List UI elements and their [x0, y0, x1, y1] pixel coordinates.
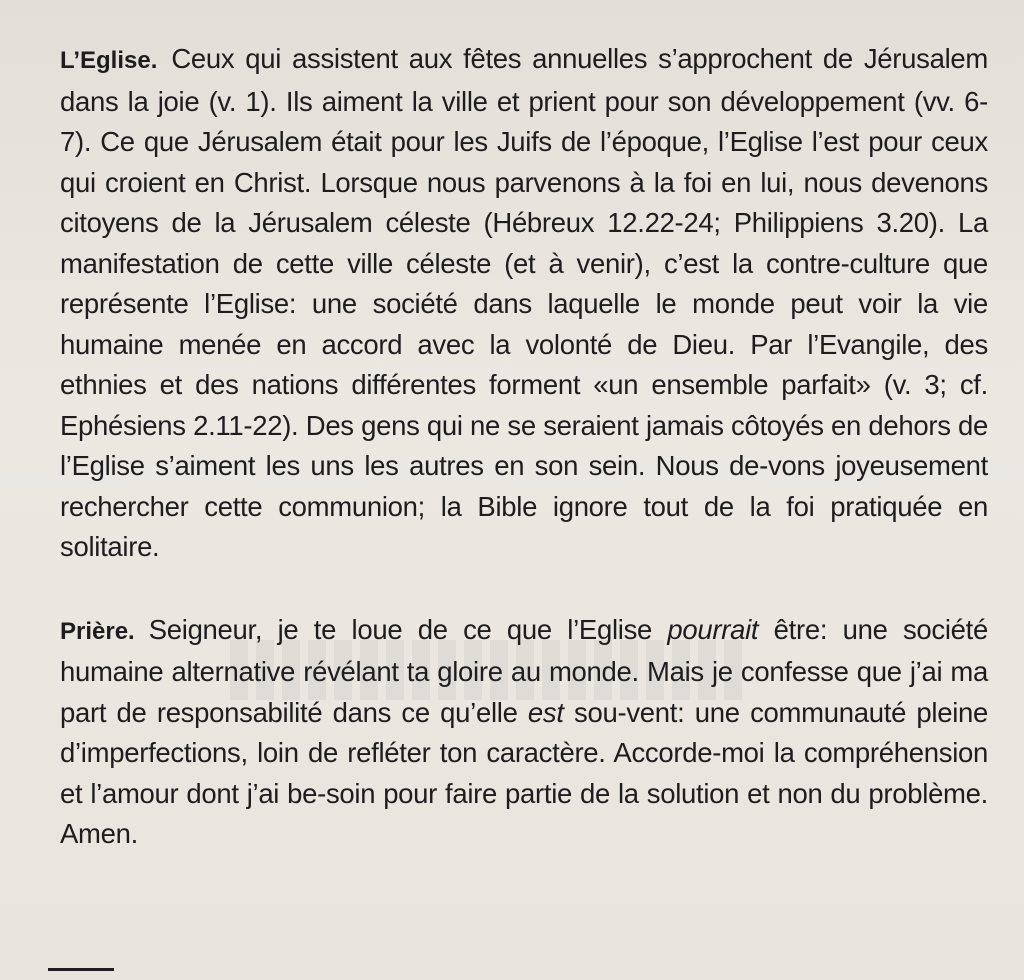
church-paragraph: [60, 39, 988, 568]
prayer-body-part-3: sou-vent: une communauté pleine d’imperfections, loin de refléter ton caractère. Accorde-moi la compréhension et l’amour dont j’ai be-soin pour faire partie de la solution et non du problème. Amen.: [60, 696, 988, 849]
prayer-body-part-1: Seigneur, je te loue de ce que l’Eglise: [148, 613, 668, 645]
prayer-emphasis-pourrait: pourrait: [667, 613, 759, 645]
church-heading: L’Eglise.: [60, 47, 158, 74]
bleed-through-text: [230, 640, 750, 700]
section-end-rule: [48, 968, 114, 971]
church-body: Ceux qui assistent aux fêtes annuelles s’approchent de Jérusalem dans la joie (v. 1). Ils aiment la ville et prient pour son développement (vv. 6-7). Ce que Jérusalem était pour les Juifs de l’époque, l’Eglise l’est pour ceux qui croient en Christ. Lorsque nous parvenons à la foi en lui, nous devenons citoyens de la Jérusalem céleste (Hébreux 12.22-24; Philippiens 3.20). La manifestation de cette ville céleste (et à venir), c’est la contre-culture que représente l’Eglise: une société dans laquelle le monde peut voir la vie humaine menée en accord avec la volonté de Dieu. Par l’Evangile, des ethnies et des nations différentes forment «un ensemble parfait» (v. 3; cf. Ephésiens 2.11-22). Des gens qui ne se seraient jamais côtoyés en dehors de l’Eglise s’aiment les uns les autres en son sein. Nous de-vons joyeusement rechercher cette communion; la Bible ignore tout de la foi pratiquée en solitaire.: [60, 43, 988, 562]
prayer-body-part-2: être: une société humaine alternative révélant ta gloire au monde. Mais je confesse que j’ai ma part de responsabilité dans ce qu’elle: [60, 613, 988, 728]
prayer-heading: Prière.: [60, 617, 135, 645]
prayer-emphasis-est: est: [527, 696, 564, 728]
